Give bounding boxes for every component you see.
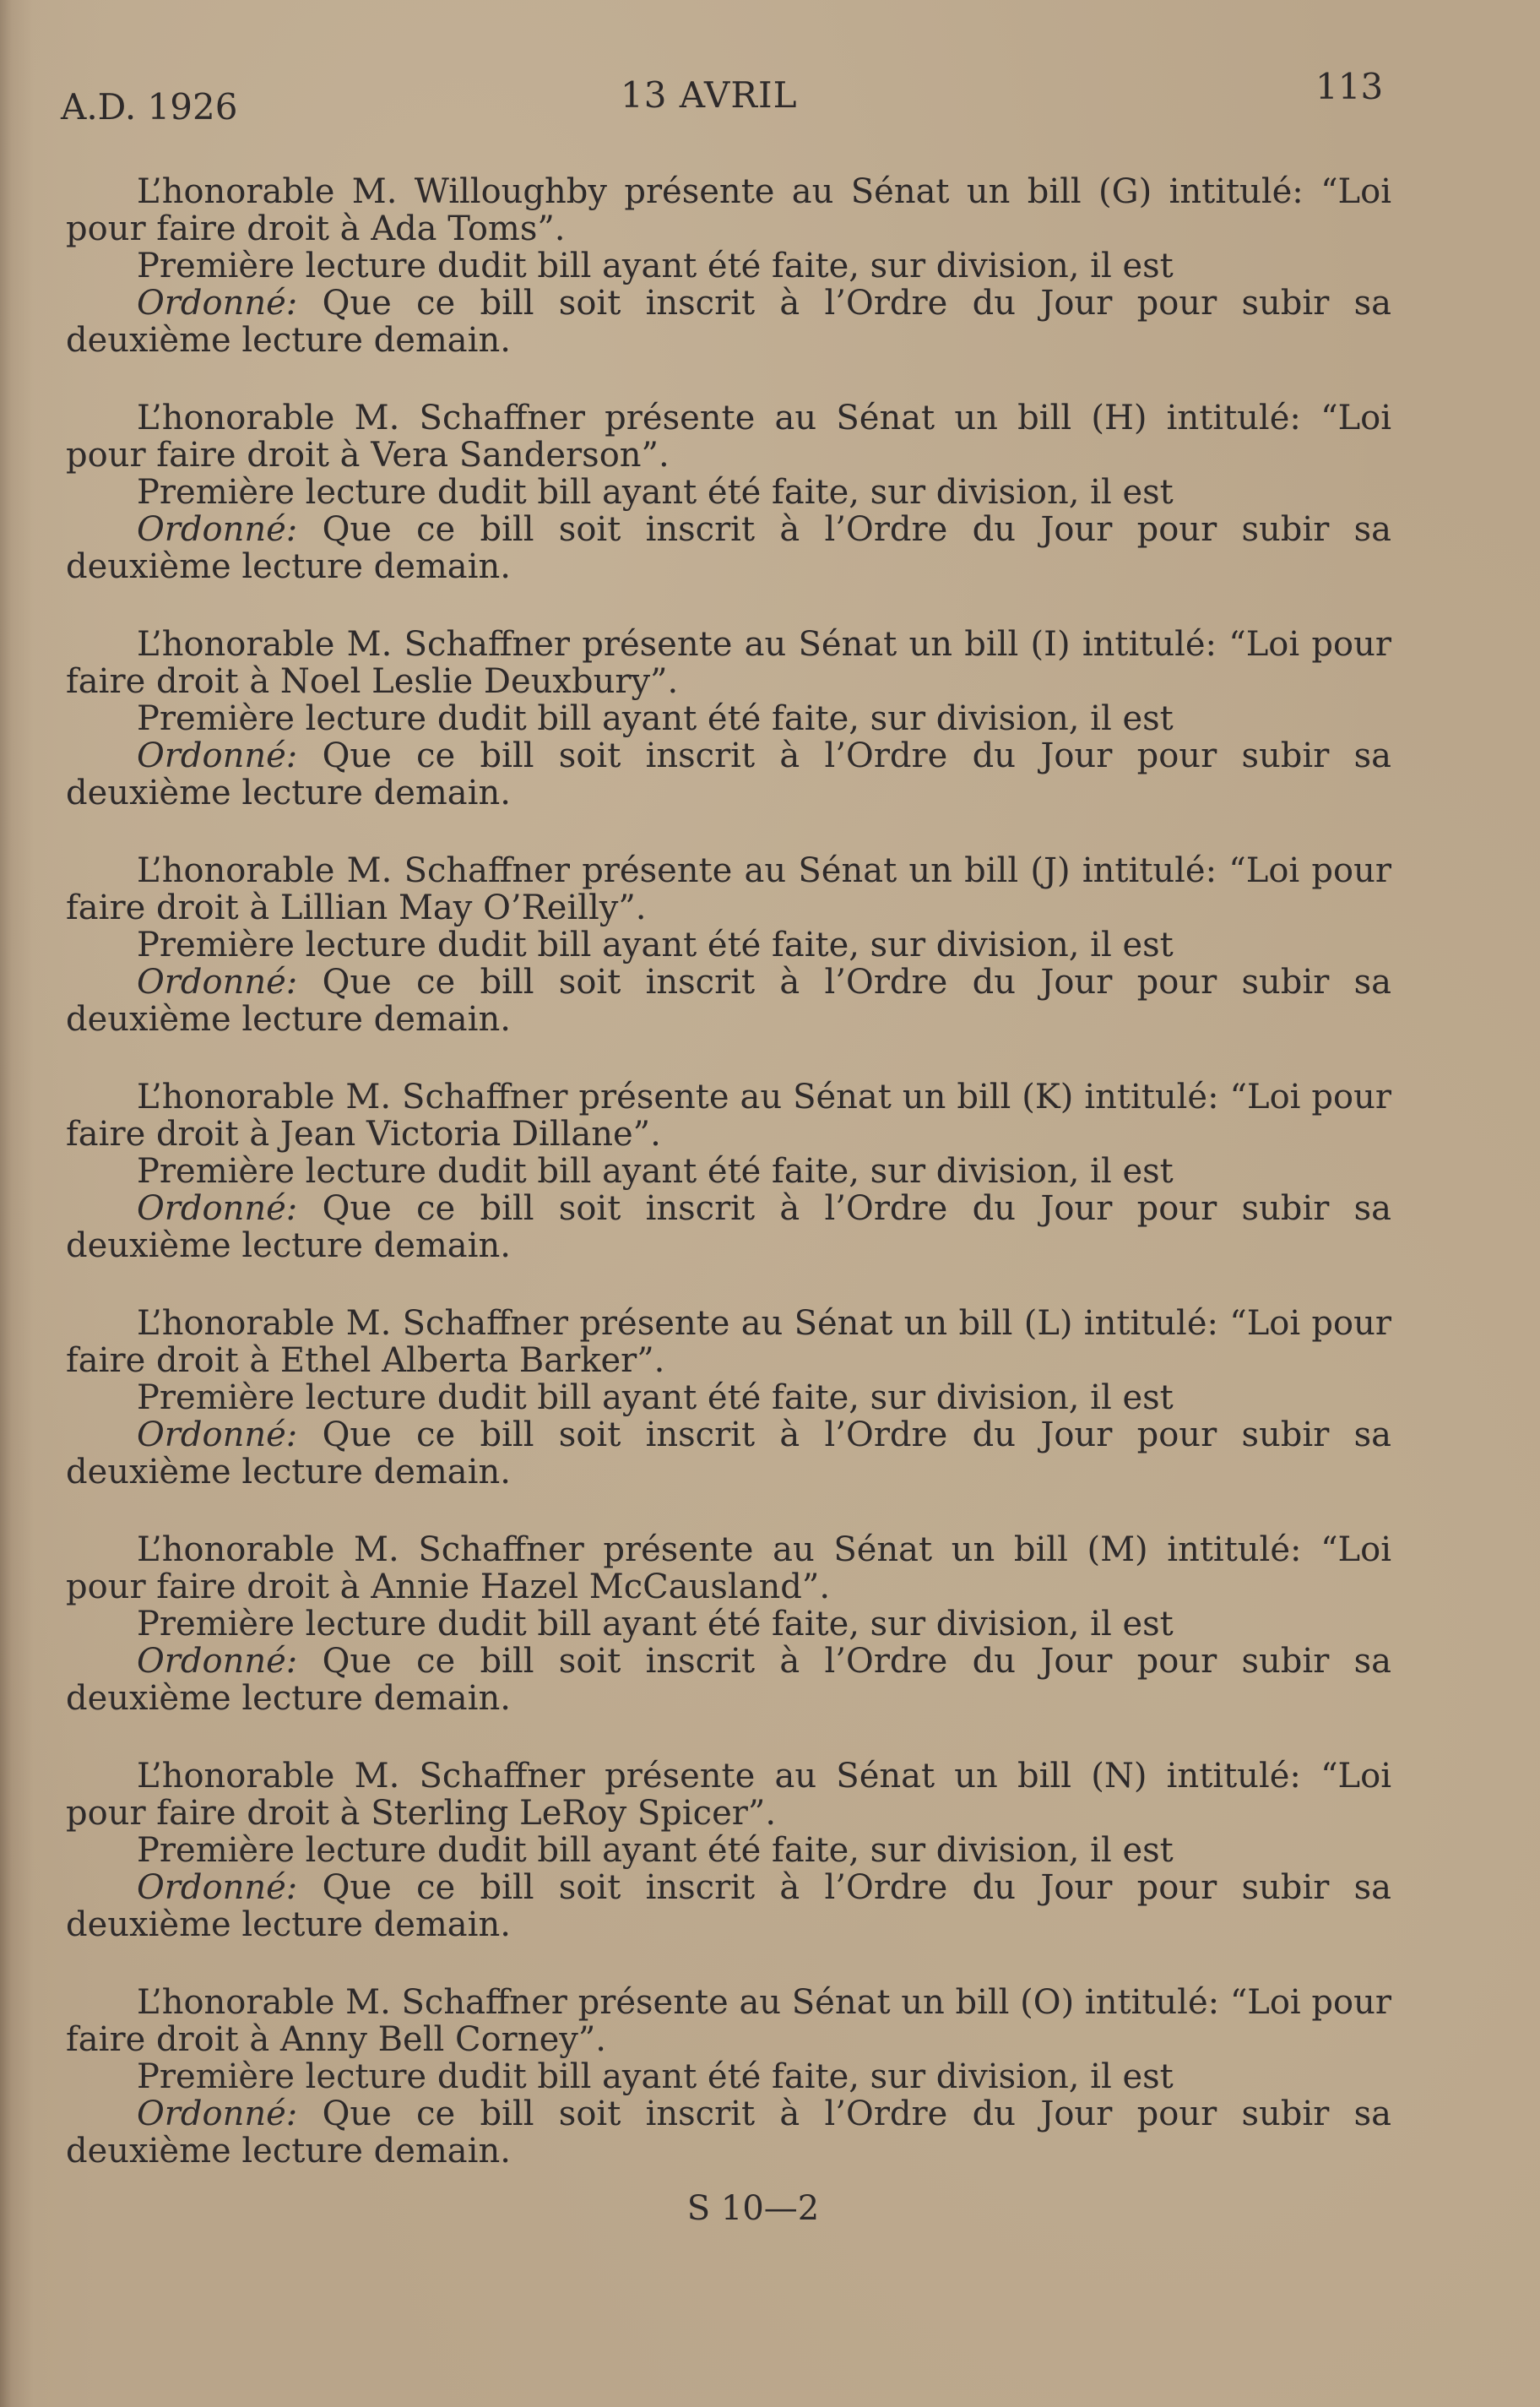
order-paragraph <box>66 1869 1391 1943</box>
bill-entries <box>66 173 1391 2210</box>
first-reading: Première lecture dudit bill ayant été faite, sur division, il est <box>137 926 1174 964</box>
bill-intro: L’honorable M. Schaffner présente au Sénat un bill (M) intitulé: “Loi pour faire droit à Annie Hazel McCausland”. <box>66 1530 1391 1606</box>
order-paragraph <box>66 1643 1391 1717</box>
bill-entry-l <box>66 1305 1391 1491</box>
ordered-label: Ordonné: <box>137 963 298 1002</box>
bill-intro: L’honorable M. Schaffner présente au Sénat un bill (H) intitulé: “Loi pour faire droit à Vera Sanderson”. <box>66 399 1391 475</box>
bill-entry-m <box>66 1531 1391 1717</box>
first-reading: Première lecture dudit bill ayant été faite, sur division, il est <box>137 1152 1174 1191</box>
bill-entry-i <box>66 626 1391 812</box>
ordered-label: Ordonné: <box>137 1415 298 1454</box>
bill-entry-k <box>66 1079 1391 1264</box>
first-reading: Première lecture dudit bill ayant été faite, sur division, il est <box>137 1605 1174 1644</box>
ordered-text: Que ce bill soit inscrit à l’Ordre du Jour pour subir sa deuxième lecture demain. <box>66 284 1391 360</box>
first-reading: Première lecture dudit bill ayant été faite, sur division, il est <box>137 473 1174 512</box>
ordered-text: Que ce bill soit inscrit à l’Ordre du Jour pour subir sa deuxième lecture demain. <box>66 2095 1391 2171</box>
bill-intro: L’honorable M. Schaffner présente au Sénat un bill (I) intitulé: “Loi pour faire droit à Noel Leslie Deuxbury”. <box>66 625 1391 701</box>
ordered-text: Que ce bill soit inscrit à l’Ordre du Jour pour subir sa deuxième lecture demain. <box>66 1189 1391 1265</box>
ordered-text: Que ce bill soit inscrit à l’Ordre du Jour pour subir sa deuxième lecture demain. <box>66 1868 1391 1944</box>
ordered-text: Que ce bill soit inscrit à l’Ordre du Jour pour subir sa deuxième lecture demain. <box>66 1415 1391 1491</box>
order-paragraph <box>66 964 1391 1038</box>
bill-entry-g <box>66 173 1391 359</box>
page-number: 113 <box>1315 66 1384 107</box>
printer-signature: S 10—2 <box>686 2189 820 2228</box>
page-header <box>0 66 1540 128</box>
ordered-label: Ordonné: <box>137 1642 298 1681</box>
header-date: 13 AVRIL <box>621 74 798 116</box>
ordered-label: Ordonné: <box>137 1868 298 1907</box>
bill-intro: L’honorable M. Schaffner présente au Sénat un bill (L) intitulé: “Loi pour faire droit à Ethel Alberta Barker”. <box>66 1304 1391 1380</box>
header-year: A.D. 1926 <box>61 86 238 128</box>
first-reading: Première lecture dudit bill ayant été faite, sur division, il est <box>137 247 1174 285</box>
bill-intro: L’honorable M. Schaffner présente au Sénat un bill (O) intitulé: “Loi pour faire droit à Anny Bell Corney”. <box>66 1983 1391 2059</box>
order-paragraph <box>66 285 1391 359</box>
bill-entry-n <box>66 1758 1391 1943</box>
ordered-label: Ordonné: <box>137 1189 298 1228</box>
order-paragraph <box>66 511 1391 585</box>
bill-intro: L’honorable M. Schaffner présente au Sénat un bill (N) intitulé: “Loi pour faire droit à Sterling LeRoy Spicer”. <box>66 1757 1391 1833</box>
order-paragraph <box>66 1190 1391 1264</box>
first-reading: Première lecture dudit bill ayant été faite, sur division, il est <box>137 1831 1174 1870</box>
first-reading: Première lecture dudit bill ayant été faite, sur division, il est <box>137 1378 1174 1417</box>
first-reading: Première lecture dudit bill ayant été faite, sur division, il est <box>137 2057 1174 2096</box>
ordered-text: Que ce bill soit inscrit à l’Ordre du Jour pour subir sa deuxième lecture demain. <box>66 510 1391 586</box>
ordered-text: Que ce bill soit inscrit à l’Ordre du Jour pour subir sa deuxième lecture demain. <box>66 963 1391 1039</box>
ordered-label: Ordonné: <box>137 2095 298 2133</box>
ordered-label: Ordonné: <box>137 736 298 775</box>
order-paragraph <box>66 737 1391 812</box>
order-paragraph <box>66 1416 1391 1491</box>
ordered-label: Ordonné: <box>137 510 298 549</box>
bill-intro: L’honorable M. Schaffner présente au Sénat un bill (K) intitulé: “Loi pour faire droit à Jean Victoria Dillane”. <box>66 1078 1391 1154</box>
first-reading: Première lecture dudit bill ayant été faite, sur division, il est <box>137 699 1174 738</box>
order-paragraph <box>66 2095 1391 2170</box>
bill-intro: L’honorable M. Schaffner présente au Sénat un bill (J) intitulé: “Loi pour faire droit à Lillian May O’Reilly”. <box>66 851 1391 927</box>
ordered-label: Ordonné: <box>137 284 298 323</box>
bill-entry-h <box>66 399 1391 585</box>
page-footer <box>0 2189 1540 2228</box>
ordered-text: Que ce bill soit inscrit à l’Ordre du Jour pour subir sa deuxième lecture demain. <box>66 736 1391 812</box>
ordered-text: Que ce bill soit inscrit à l’Ordre du Jour pour subir sa deuxième lecture demain. <box>66 1642 1391 1718</box>
bill-entry-o <box>66 1984 1391 2170</box>
bill-entry-j <box>66 852 1391 1038</box>
bill-intro: L’honorable M. Willoughby présente au Sénat un bill (G) intitulé: “Loi pour faire droit à Ada Toms”. <box>66 172 1391 248</box>
